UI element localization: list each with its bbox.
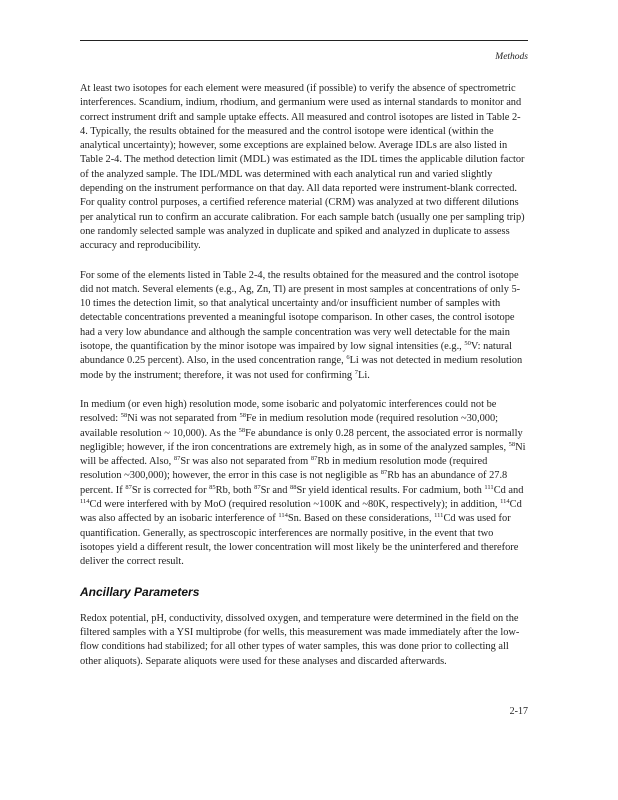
- paragraph-isotope-mismatch: For some of the elements listed in Table 2-4, the results obtained for the measured and the control isotope did not match. Several elements (e.g., Ag, Zn, Tl) are present in most samples at concentrations of only 5-10 times the detection limit, so that analytical uncertainty and/or insufficient number of samples with detectable concentrations prevented a meaningful isotope comparison. In other cases, the control isotope had a very low abundance and although the sample concentration was very well detectable for the main isotope, the quantification by the minor isotope was impaired by low signal intensities (e.g., $^{50}$V: natural abundance 0.25 percent). Also, in the used concentration range, $^6$Li was not detected in medium resolution mode by the instrument; therefore, it was not used for confirming $^7$Li.: [80, 269, 523, 381]
- paragraph-isotopes: At least two isotopes for each element were measured (if possible) to verify the absence of spectrometric interferences. Scandium, indium, rhodium, and germanium were used as internal standards to monitor and correct instrument drift and sample uptake effects. All measured and control isotopes are listed in Table 2-4. Typically, the results obtained for the measured and the control isotope were identical (within the analytical uncertainty); however, some exceptions are explained below. Average IDLs are also listed in Table 2-4. The method detection limit (MDL) was estimated as the IDL times the applicable dilution factor of the analyzed sample. The IDL/MDL was determined with each analytical run and varied slightly depending on the instrument performance on that day. All data reported were instrument-blank corrected. For quality control purposes, a certified reference material (CRM) was analyzed at two different dilutions per analytical run to confirm an accurate calibration. For each sample batch (usually one per sampling trip) one randomly selected sample was analyzed in duplicate and spiked and analyzed in duplicate to assess accuracy and reproducibility.: [80, 83, 525, 252]
- header-rule: [80, 40, 528, 41]
- page-number: 2-17: [509, 706, 528, 717]
- body-text: [80, 82, 528, 684]
- paragraph-ancillary: Redox potential, pH, conductivity, dissolved oxygen, and temperature were determined in the field on the filtered samples with a YSI multiprobe (for wells, this measurement was made immediately after the low-flow conditions had stabilized; for all other types of water samples, this was done prior to collecting all other aliquots). Separate aliquots were used for these analyses and discarded afterwards.: [80, 612, 520, 667]
- running-head: Methods: [495, 52, 528, 62]
- paragraph-interferences: In medium (or even high) resolution mode, some isobaric and polyatomic interferences could not be resolved: $^{58}$Ni was not separated from $^{58}$Fe in medium resolution mode (required resolution ~30,000; available resolution ~ 10,000). As the $^{58}$Fe abundance is only 0.28 percent, the associated error is normally negligible; however, if the iron concentrations are extremely high, as in some of the analyzed samples, $^{58}$Ni will be affected. Also, $^{87}$Sr was also not separated from $^{87}$Rb in medium resolution mode (required resolution ~300,000); however, the error in this case is not negligible as $^{87}$Rb has an abundance of 27.8 percent. If $^{87}$Sr is corrected for $^{85}$Rb, both $^{87}$Sr and $^{88}$Sr yield identical results. For cadmium, both $^{111}$Cd and $^{114}$Cd were interfered with by MoO (required resolution ~100K and ~80K, respectively); in addition, $^{114}$Cd was also affected by an isobaric interference of $^{114}$Sn. Based on these considerations, $^{111}$Cd was used for quantification. Generally, as spectroscopic interferences are normally positive, in the event that two isotopes yield a different result, the lower concentration will most likely be the uninterfered and therefore deliver the correct result.: [80, 398, 526, 568]
- section-heading-ancillary-parameters: Ancillary Parameters: [80, 584, 200, 599]
